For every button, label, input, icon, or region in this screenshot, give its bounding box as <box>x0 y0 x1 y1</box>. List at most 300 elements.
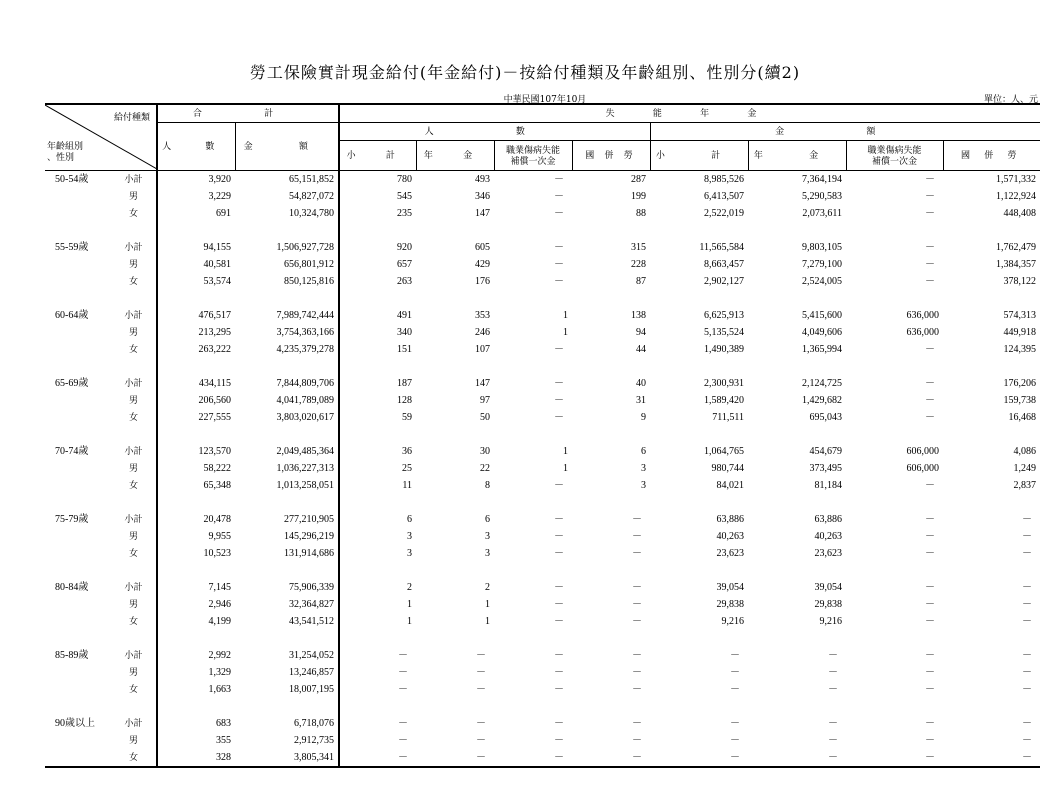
cell-value: 30 <box>480 446 491 457</box>
cell-value: 145,296,219 <box>235 528 339 545</box>
table-row <box>45 732 1040 749</box>
cell-value: － <box>554 412 565 423</box>
cell-value: 235 <box>397 208 413 219</box>
cell-value: － <box>554 531 565 542</box>
table-row <box>45 511 1040 528</box>
cell-value: 107 <box>475 344 491 355</box>
sex-label: 男 <box>111 324 157 341</box>
table-row <box>45 273 1040 290</box>
table-header <box>45 104 1040 171</box>
cell-value: 65,151,852 <box>235 171 339 189</box>
cell-value: － <box>494 749 572 767</box>
sex-label: 女 <box>111 341 157 358</box>
cell-value: 1 <box>407 599 413 610</box>
sex-label: 女 <box>111 273 157 290</box>
cell-value: － <box>554 174 565 185</box>
group-spacer <box>45 494 1040 511</box>
cell-value: － <box>476 650 487 661</box>
cell-value: － <box>554 395 565 406</box>
header-disability: 失 能 年 金 <box>339 104 1040 123</box>
cell-value: － <box>925 531 936 542</box>
cell-value: 1,490,389 <box>704 344 745 355</box>
age-group <box>45 341 111 358</box>
cell-value: 13,246,857 <box>235 664 339 681</box>
cell-value: 1,571,332 <box>996 174 1037 185</box>
cell-value: 87 <box>636 276 647 287</box>
cell-value: － <box>1022 667 1033 678</box>
cell-value: － <box>828 735 839 746</box>
age-group: 90歲以上 <box>55 718 95 729</box>
age-group: 75-79歲 <box>55 514 89 525</box>
cell-value: 2,837 <box>1013 480 1037 491</box>
cell-value: 50 <box>480 412 491 423</box>
sex-label: 小計 <box>111 715 157 732</box>
cell-value: － <box>925 395 936 406</box>
cell-value: 1,429,682 <box>802 395 843 406</box>
cell-value: 3,229 <box>208 191 231 202</box>
table-row <box>45 239 1040 256</box>
age-group <box>45 409 111 426</box>
header-sub-subtotal: 小 計 <box>339 141 416 171</box>
cell-value: 54,827,072 <box>235 188 339 205</box>
cell-value: 1 <box>485 599 491 610</box>
header-total: 合 計 <box>157 104 339 123</box>
sex-label: 小計 <box>111 307 157 324</box>
cell-value: 656,801,912 <box>235 256 339 273</box>
cell-value: 1 <box>563 327 569 338</box>
age-group: 70-74歲 <box>55 446 89 457</box>
table-row <box>45 375 1040 392</box>
cell-value: － <box>925 480 936 491</box>
cell-value: 2,124,725 <box>802 378 843 389</box>
cell-value: － <box>554 650 565 661</box>
cell-value: 476,517 <box>198 310 231 321</box>
cell-value: － <box>925 191 936 202</box>
cell-value: 6,625,913 <box>704 310 745 321</box>
header-p-person: 人 數 <box>339 123 650 141</box>
age-group <box>45 205 111 222</box>
cell-value: － <box>554 582 565 593</box>
sex-label: 男 <box>111 460 157 477</box>
cell-value: － <box>554 259 565 270</box>
cell-value: － <box>925 650 936 661</box>
cell-value: 2,524,005 <box>802 276 843 287</box>
cell-value: 850,125,816 <box>235 273 339 290</box>
header-a-occ: 職業傷病失能 補償一次金 <box>846 141 943 171</box>
cell-value: 2,946 <box>208 599 231 610</box>
cell-value: － <box>1022 599 1033 610</box>
table-row <box>45 613 1040 630</box>
cell-value: 29,838 <box>814 599 843 610</box>
cell-value: 2,522,019 <box>704 208 745 219</box>
header-persons: 人 數 <box>157 123 235 171</box>
cell-value: 31,254,052 <box>235 647 339 664</box>
cell-value: 711,511 <box>712 412 745 423</box>
cell-value: 8,663,457 <box>704 259 745 270</box>
cell-value: 6 <box>641 446 647 457</box>
age-group: 65-69歲 <box>55 378 89 389</box>
cell-value: 147 <box>475 208 491 219</box>
cell-value: 3,754,363,166 <box>235 324 339 341</box>
cell-value: 574,313 <box>1003 310 1037 321</box>
age-group <box>45 477 111 494</box>
cell-value: 2,912,735 <box>235 732 339 749</box>
cell-value: 980,744 <box>711 463 745 474</box>
cell-value: 10,324,780 <box>235 205 339 222</box>
group-spacer <box>45 222 1040 239</box>
cell-value: 636,000 <box>906 327 940 338</box>
cell-value: － <box>828 684 839 695</box>
header-a-concurrent: 國 併 勞 <box>943 141 1040 171</box>
cell-value: 605 <box>475 242 491 253</box>
cell-value: 6 <box>407 514 413 525</box>
cell-value: － <box>554 718 565 729</box>
cell-value: 7,364,194 <box>802 174 843 185</box>
cell-value: 4,049,606 <box>802 327 843 338</box>
cell-value: 44 <box>636 344 647 355</box>
cell-value: 920 <box>397 242 413 253</box>
cell-value: 2,300,931 <box>704 378 745 389</box>
cell-value: 7,844,809,706 <box>235 375 339 392</box>
cell-value: 277,210,905 <box>235 511 339 528</box>
age-group <box>45 749 111 767</box>
sex-label: 小計 <box>111 171 157 189</box>
sex-label: 小計 <box>111 647 157 664</box>
cell-value: － <box>632 548 643 559</box>
cell-value: 545 <box>397 191 413 202</box>
cell-value: 1,365,994 <box>802 344 843 355</box>
cell-value: 9,216 <box>819 616 843 627</box>
cell-value: 9,216 <box>721 616 745 627</box>
cell-value: 429 <box>475 259 491 270</box>
cell-value: － <box>398 735 409 746</box>
corner-top-label: 給付種類 <box>113 112 150 122</box>
age-group <box>45 460 111 477</box>
sex-label: 男 <box>111 664 157 681</box>
cell-value: 1 <box>563 310 569 321</box>
cell-value: － <box>1022 650 1033 661</box>
cell-value: － <box>632 616 643 627</box>
cell-value: 40,263 <box>814 531 843 542</box>
sex-label: 女 <box>111 205 157 222</box>
cell-value: 1,249 <box>1013 463 1037 474</box>
header-a-annuity: 年 金 <box>748 141 846 171</box>
cell-value: 199 <box>631 191 647 202</box>
cell-value: 147 <box>475 378 491 389</box>
age-group <box>45 273 111 290</box>
group-spacer <box>45 562 1040 579</box>
cell-value: 683 <box>216 718 231 729</box>
cell-value: － <box>554 191 565 202</box>
cell-value: 8 <box>485 480 491 491</box>
cell-value: 1,064,765 <box>704 446 745 457</box>
cell-value: － <box>748 749 846 767</box>
cell-value: 434,115 <box>198 378 231 389</box>
sex-label: 小計 <box>111 239 157 256</box>
sex-label: 男 <box>111 188 157 205</box>
cell-value: 40,581 <box>203 259 231 270</box>
cell-value: 491 <box>397 310 413 321</box>
cell-value: － <box>476 667 487 678</box>
cell-value: 20,478 <box>203 514 231 525</box>
table-row <box>45 409 1040 426</box>
cell-value: 31 <box>636 395 647 406</box>
cell-value: 84,021 <box>716 480 745 491</box>
cell-value: － <box>632 650 643 661</box>
cell-value: － <box>925 378 936 389</box>
cell-value: 7,145 <box>208 582 231 593</box>
cell-value: － <box>632 667 643 678</box>
cell-value: 40,263 <box>716 531 745 542</box>
cell-value: － <box>925 616 936 627</box>
cell-value: － <box>1022 548 1033 559</box>
table-row <box>45 324 1040 341</box>
cell-value: 493 <box>475 174 491 185</box>
cell-value: 373,495 <box>809 463 843 474</box>
table-row <box>45 664 1040 681</box>
table-row <box>45 477 1040 494</box>
cell-value: 7,279,100 <box>802 259 843 270</box>
cell-value: 606,000 <box>906 463 940 474</box>
group-spacer <box>45 290 1040 307</box>
cell-value: 9,955 <box>208 531 231 542</box>
cell-value: － <box>1022 718 1033 729</box>
cell-value: 97 <box>480 395 491 406</box>
age-group <box>45 664 111 681</box>
cell-value: 780 <box>397 174 413 185</box>
cell-value: 1 <box>485 616 491 627</box>
cell-value: － <box>554 548 565 559</box>
age-group: 80-84歲 <box>55 582 89 593</box>
cell-value: 1,329 <box>208 667 231 678</box>
age-group <box>45 256 111 273</box>
table-row <box>45 205 1040 222</box>
cell-value: 94,155 <box>203 242 231 253</box>
cell-value: 1,384,357 <box>996 259 1037 270</box>
cell-value: 16,468 <box>1008 412 1037 423</box>
sex-label: 男 <box>111 392 157 409</box>
cell-value: 65,348 <box>203 480 231 491</box>
cell-value: 346 <box>475 191 491 202</box>
cell-value: － <box>925 548 936 559</box>
cell-value: 187 <box>397 378 413 389</box>
cell-value: － <box>554 667 565 678</box>
sex-label: 小計 <box>111 375 157 392</box>
corner-bottom-label: 年齡組別 、性別 <box>47 141 84 162</box>
cell-value: 22 <box>480 463 491 474</box>
table-row <box>45 341 1040 358</box>
cell-value: － <box>925 259 936 270</box>
age-group: 60-64歲 <box>55 310 89 321</box>
cell-value: － <box>632 514 643 525</box>
cell-value: 3 <box>407 548 413 559</box>
cell-value: 636,000 <box>906 310 940 321</box>
cell-value: 6 <box>485 514 491 525</box>
cell-value: 448,408 <box>1003 208 1037 219</box>
group-spacer <box>45 426 1040 443</box>
cell-value: 32,364,827 <box>235 596 339 613</box>
cell-value: － <box>1022 531 1033 542</box>
sex-label: 小計 <box>111 579 157 596</box>
table-row <box>45 715 1040 732</box>
cell-value: 3,805,341 <box>235 749 339 767</box>
cell-value: 695,043 <box>809 412 843 423</box>
cell-value: － <box>632 582 643 593</box>
table-row <box>45 749 1040 767</box>
cell-value: － <box>828 718 839 729</box>
table-row <box>45 528 1040 545</box>
sex-label: 小計 <box>111 443 157 460</box>
cell-value: － <box>554 684 565 695</box>
cell-value: 454,679 <box>809 446 843 457</box>
cell-value: 6,413,507 <box>704 191 745 202</box>
cell-value: － <box>925 344 936 355</box>
cell-value: － <box>632 531 643 542</box>
cell-value: 355 <box>216 735 231 746</box>
cell-value: － <box>943 749 1040 767</box>
cell-value: 18,007,195 <box>235 681 339 698</box>
cell-value: － <box>846 749 943 767</box>
cell-value: － <box>925 582 936 593</box>
cell-value: － <box>1022 514 1033 525</box>
cell-value: 1,589,420 <box>704 395 745 406</box>
unit-label: 單位：人、元 <box>983 95 1038 105</box>
group-spacer <box>45 698 1040 715</box>
corner-cell <box>45 104 157 171</box>
sex-label: 女 <box>111 749 157 767</box>
cell-value: 9 <box>641 412 647 423</box>
table-row <box>45 647 1040 664</box>
cell-value: － <box>476 735 487 746</box>
group-spacer <box>45 630 1040 647</box>
age-group <box>45 528 111 545</box>
sex-label: 男 <box>111 732 157 749</box>
cell-value: 128 <box>397 395 413 406</box>
cell-value: － <box>554 344 565 355</box>
cell-value: － <box>416 749 494 767</box>
cell-value: 3 <box>641 480 647 491</box>
header-sub-concurrent: 國 併 勞 <box>572 141 650 171</box>
cell-value: 11 <box>402 480 413 491</box>
cell-value: 25 <box>402 463 413 474</box>
age-group <box>45 392 111 409</box>
cell-value: 7,989,742,444 <box>235 307 339 324</box>
cell-value: 206,560 <box>198 395 231 406</box>
cell-value: － <box>1022 582 1033 593</box>
cell-value: 2,049,485,364 <box>235 443 339 460</box>
cell-value: 5,135,524 <box>704 327 745 338</box>
cell-value: 1,762,479 <box>996 242 1037 253</box>
sex-label: 女 <box>111 613 157 630</box>
cell-value: － <box>925 684 936 695</box>
cell-value: － <box>398 684 409 695</box>
cell-value: － <box>476 718 487 729</box>
cell-value: 378,122 <box>1003 276 1037 287</box>
sex-label: 男 <box>111 528 157 545</box>
cell-value: 2 <box>407 582 413 593</box>
cell-value: － <box>925 412 936 423</box>
cell-value: 3 <box>485 531 491 542</box>
sex-label: 男 <box>111 256 157 273</box>
cell-value: － <box>554 208 565 219</box>
cell-value: 23,623 <box>814 548 843 559</box>
cell-value: 4,041,789,089 <box>235 392 339 409</box>
cell-value: 3,920 <box>208 174 231 185</box>
cell-value: 4,199 <box>208 616 231 627</box>
cell-value: 10,523 <box>203 548 231 559</box>
cell-value: － <box>925 514 936 525</box>
cell-value: 40 <box>636 378 647 389</box>
cell-value: 123,570 <box>198 446 231 457</box>
cell-value: － <box>925 599 936 610</box>
age-group: 55-59歲 <box>55 242 89 253</box>
cell-value: － <box>925 718 936 729</box>
cell-value: － <box>632 599 643 610</box>
sex-label: 女 <box>111 545 157 562</box>
cell-value: 81,184 <box>814 480 843 491</box>
sex-label: 女 <box>111 681 157 698</box>
cell-value: － <box>554 242 565 253</box>
cell-value: 227,555 <box>198 412 231 423</box>
age-group <box>45 681 111 698</box>
cell-value: 213,295 <box>198 327 231 338</box>
cell-value: 1,036,227,313 <box>235 460 339 477</box>
cell-value: 1 <box>563 446 569 457</box>
cell-value: － <box>398 667 409 678</box>
cell-value: 353 <box>475 310 491 321</box>
table-row <box>45 171 1040 189</box>
cell-value: 39,054 <box>716 582 745 593</box>
cell-value: 88 <box>636 208 647 219</box>
cell-value: 1,506,927,728 <box>235 239 339 256</box>
age-group <box>45 188 111 205</box>
cell-value: 23,623 <box>716 548 745 559</box>
cell-value: 53,574 <box>203 276 231 287</box>
cell-value: － <box>1022 684 1033 695</box>
cell-value: － <box>554 616 565 627</box>
cell-value: 3 <box>407 531 413 542</box>
cell-value: 340 <box>397 327 413 338</box>
cell-value: － <box>925 667 936 678</box>
cell-value: － <box>730 735 741 746</box>
age-group <box>45 324 111 341</box>
cell-value: 124,395 <box>1003 344 1037 355</box>
cell-value: 176,206 <box>1003 378 1037 389</box>
cell-value: － <box>1022 735 1033 746</box>
cell-value: 4,235,379,278 <box>235 341 339 358</box>
cell-value: － <box>828 667 839 678</box>
cell-value: 1,663 <box>208 684 231 695</box>
cell-value: － <box>632 718 643 729</box>
cell-value: 29,838 <box>716 599 745 610</box>
header-a-subtotal: 小 計 <box>650 141 748 171</box>
cell-value: 5,415,600 <box>802 310 843 321</box>
cell-value: 151 <box>397 344 413 355</box>
cell-value: 131,914,686 <box>235 545 339 562</box>
cell-value: 5,290,583 <box>802 191 843 202</box>
cell-value: － <box>398 650 409 661</box>
cell-value: 43,541,512 <box>235 613 339 630</box>
cell-value: 606,000 <box>906 446 940 457</box>
cell-value: 246 <box>475 327 491 338</box>
table-row <box>45 256 1040 273</box>
sex-label: 小計 <box>111 511 157 528</box>
cell-value: 63,886 <box>814 514 843 525</box>
cell-value: － <box>554 599 565 610</box>
cell-value: － <box>554 276 565 287</box>
age-group <box>45 613 111 630</box>
cell-value: 287 <box>631 174 647 185</box>
